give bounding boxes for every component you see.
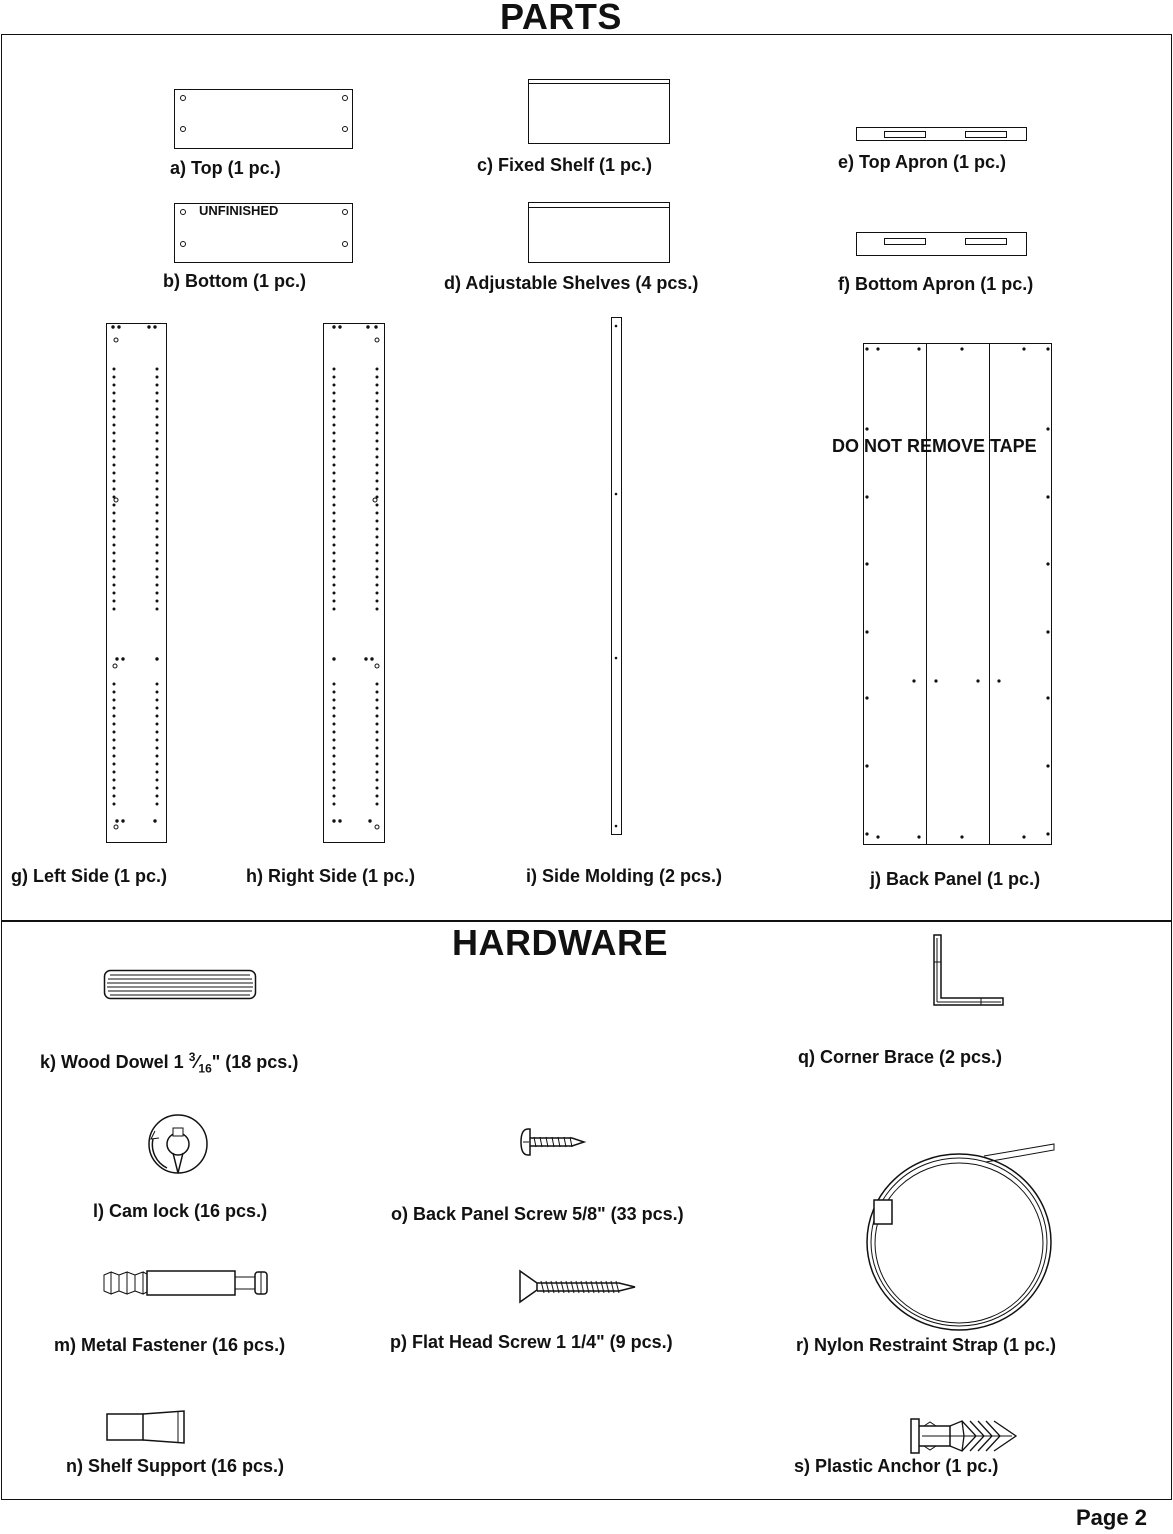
hole-dot	[376, 795, 378, 797]
hole-dot	[113, 480, 115, 482]
hole-dot	[156, 787, 158, 789]
hole-dot	[113, 552, 115, 554]
hole-dot	[154, 326, 156, 328]
hole-dot	[156, 544, 158, 546]
hole-dot	[376, 376, 378, 378]
hole-dot	[113, 544, 115, 546]
hole-dot	[113, 448, 115, 450]
hole-dot	[333, 576, 335, 578]
hole-dot	[333, 368, 335, 370]
hole-dot	[113, 568, 115, 570]
hole-dot	[935, 680, 937, 682]
fixed-shelf-label: c) Fixed Shelf (1 pc.)	[477, 155, 653, 175]
right-side-drawing	[323, 323, 385, 843]
hole-dot	[376, 408, 378, 410]
hole-dot	[866, 428, 868, 430]
hole-dot	[376, 416, 378, 418]
back-panel-drawing	[832, 343, 1052, 845]
hole-dot	[376, 600, 378, 602]
hole-dot	[156, 552, 158, 554]
hole-dot	[114, 825, 118, 829]
back-panel-screw-label: o) Back Panel Screw 5/8" (33 pcs.)	[391, 1204, 684, 1224]
hole-dot	[333, 592, 335, 594]
hole-dot	[116, 658, 118, 660]
hole-dot	[376, 592, 378, 594]
hole-dot	[112, 326, 114, 328]
hole-dot	[1047, 765, 1049, 767]
hole-dot	[1023, 348, 1025, 350]
hole-dot	[376, 456, 378, 458]
hole-dot	[376, 480, 378, 482]
hole-dot	[375, 825, 379, 829]
hole-dot	[113, 496, 115, 498]
hole-dot	[113, 488, 115, 490]
wood-dowel-label-text: k) Wood Dowel 1	[40, 1052, 189, 1072]
hole-dot	[113, 424, 115, 426]
hole-dot	[333, 699, 335, 701]
hole-dot	[114, 338, 118, 342]
hole-dot	[376, 803, 378, 805]
hole-dot	[333, 384, 335, 386]
hole-dot	[376, 464, 378, 466]
hole-dot	[333, 520, 335, 522]
hole-dot	[333, 787, 335, 789]
hole-dot	[333, 707, 335, 709]
hole-dot	[156, 723, 158, 725]
hole-dot	[156, 392, 158, 394]
hole-dot	[376, 691, 378, 693]
hole-dot	[113, 691, 115, 693]
hole-dot	[333, 326, 335, 328]
bottom-label: b) Bottom (1 pc.)	[163, 271, 306, 291]
corner-brace-label: q) Corner Brace (2 pcs.)	[798, 1047, 1003, 1067]
hole-dot	[333, 608, 335, 610]
hole-dot	[333, 715, 335, 717]
side-molding-label: i) Side Molding (2 pcs.)	[526, 866, 723, 886]
hole-dot	[333, 552, 335, 554]
hole-dot	[877, 348, 879, 350]
hole-dot	[376, 739, 378, 741]
top-label: a) Top (1 pc.)	[170, 158, 281, 178]
hole-dot	[113, 528, 115, 530]
hole-dot	[333, 755, 335, 757]
hole-dot	[376, 763, 378, 765]
bottom-apron-drawing	[856, 232, 1027, 256]
hole-dot	[333, 488, 335, 490]
hole-dot	[376, 715, 378, 717]
plastic-anchor-drawing	[910, 1418, 1020, 1456]
hole-dot	[333, 683, 335, 685]
hole-dot	[333, 795, 335, 797]
hole-dot	[918, 348, 920, 350]
hole-dot	[156, 600, 158, 602]
hole-dot	[122, 820, 124, 822]
hole-dot	[376, 472, 378, 474]
hole-dot	[113, 576, 115, 578]
fraction-numerator: 3	[188, 1050, 196, 1064]
hole-dot	[113, 715, 115, 717]
hole-dot	[998, 680, 1000, 682]
corner-brace-drawing	[933, 934, 1005, 1006]
hole-dot	[113, 408, 115, 410]
hole-dot	[376, 560, 378, 562]
hole-dot	[333, 739, 335, 741]
hole-dot	[1047, 563, 1049, 565]
hole-dot	[333, 731, 335, 733]
hole-dot	[333, 400, 335, 402]
hole-dot	[156, 779, 158, 781]
hole-dot	[156, 584, 158, 586]
page-number: Page 2	[1076, 1505, 1147, 1530]
hole-dot	[961, 348, 963, 350]
hole-dot	[376, 528, 378, 530]
hole-dot	[333, 691, 335, 693]
hole-dot	[877, 836, 879, 838]
nylon-strap-drawing	[864, 1140, 1064, 1340]
hole-dot	[913, 680, 915, 682]
hole-dot	[376, 368, 378, 370]
hole-dot	[156, 432, 158, 434]
hole-dot	[333, 448, 335, 450]
hole-dot	[376, 707, 378, 709]
hole-dot	[113, 731, 115, 733]
plastic-anchor-label: s) Plastic Anchor (1 pc.)	[794, 1456, 999, 1476]
hole-dot	[113, 392, 115, 394]
hole-dot	[333, 779, 335, 781]
metal-fastener-drawing	[103, 1268, 269, 1298]
hole-dot	[156, 568, 158, 570]
tape-warning-note: DO NOT REMOVE TAPE	[832, 436, 1037, 456]
parts-heading: PARTS	[500, 0, 622, 37]
hole-dot	[113, 779, 115, 781]
hole-dot	[977, 680, 979, 682]
hole-dot	[333, 424, 335, 426]
hole-dot	[376, 488, 378, 490]
hole-dot	[866, 833, 868, 835]
hole-dot	[113, 683, 115, 685]
hole-dot	[866, 697, 868, 699]
hole-dot	[113, 456, 115, 458]
hole-dot	[365, 658, 367, 660]
hole-dot	[156, 416, 158, 418]
hole-dot	[1047, 496, 1049, 498]
hole-dot	[156, 384, 158, 386]
hole-dot	[333, 747, 335, 749]
hole-dot	[376, 512, 378, 514]
hole-dot	[156, 560, 158, 562]
hole-dot	[371, 658, 373, 660]
hole-dot	[156, 658, 158, 660]
hole-dot	[156, 448, 158, 450]
hole-dot	[1047, 833, 1049, 835]
hole-dot	[113, 608, 115, 610]
hole-dot	[113, 803, 115, 805]
hole-dot	[113, 584, 115, 586]
hole-dot	[866, 765, 868, 767]
hole-dot	[333, 536, 335, 538]
hole-dot	[918, 836, 920, 838]
hole-dot	[113, 432, 115, 434]
hole-dot	[333, 600, 335, 602]
hole-dot	[156, 576, 158, 578]
hole-dot	[113, 536, 115, 538]
hole-dot	[866, 496, 868, 498]
metal-fastener-label: m) Metal Fastener (16 pcs.)	[54, 1335, 286, 1355]
hole-dot	[113, 560, 115, 562]
hole-dot	[113, 795, 115, 797]
wood-dowel-drawing	[104, 970, 256, 1000]
left-side-label: g) Left Side (1 pc.)	[11, 866, 168, 886]
hole-dot	[156, 731, 158, 733]
hole-dot	[376, 723, 378, 725]
hole-dot	[333, 376, 335, 378]
hole-dot	[333, 658, 335, 660]
hole-dot	[113, 400, 115, 402]
hole-dot	[113, 416, 115, 418]
hole-dot	[156, 699, 158, 701]
hole-dot	[376, 787, 378, 789]
hole-dot	[1047, 428, 1049, 430]
hole-dot	[376, 536, 378, 538]
unfinished-stamp: UNFINISHED	[199, 203, 279, 218]
hole-dot	[333, 416, 335, 418]
wood-dowel-label: k) Wood Dowel 1 $^3⁄_{16}$" (18 pcs.)	[40, 1050, 299, 1076]
hole-dot	[156, 496, 158, 498]
hole-dot	[156, 376, 158, 378]
hole-dot	[333, 440, 335, 442]
hole-dot	[113, 512, 115, 514]
hole-dot	[156, 520, 158, 522]
hole-dot	[113, 755, 115, 757]
hole-dot	[333, 584, 335, 586]
hole-dot	[156, 528, 158, 530]
hole-dot	[113, 763, 115, 765]
hole-dot	[333, 771, 335, 773]
hole-dot	[333, 528, 335, 530]
top-apron-label: e) Top Apron (1 pc.)	[838, 152, 1006, 172]
hole-dot	[376, 731, 378, 733]
shelf-support-drawing	[106, 1410, 188, 1444]
hole-dot	[113, 592, 115, 594]
hole-dot	[376, 384, 378, 386]
hole-dot	[333, 480, 335, 482]
back-panel-screw-drawing	[520, 1128, 586, 1158]
hole-dot	[333, 763, 335, 765]
hole-dot	[333, 496, 335, 498]
hole-dot	[333, 456, 335, 458]
wood-dowel-label-qty: " (18 pcs.)	[211, 1052, 299, 1072]
hole-dot	[375, 326, 377, 328]
adjustable-shelves-label: d) Adjustable Shelves (4 pcs.)	[444, 273, 699, 293]
hole-dot	[156, 456, 158, 458]
hole-dot	[961, 836, 963, 838]
bottom-apron-label: f) Bottom Apron (1 pc.)	[838, 274, 1034, 294]
side-molding-drawing	[611, 317, 622, 835]
hardware-heading: HARDWARE	[452, 922, 668, 963]
hole-dot	[1047, 348, 1049, 350]
flat-head-screw-drawing	[519, 1270, 639, 1304]
hole-dot	[376, 504, 378, 506]
hole-dot	[376, 440, 378, 442]
hole-dot	[376, 699, 378, 701]
hole-dot	[156, 512, 158, 514]
hole-dot	[339, 326, 341, 328]
hole-dot	[113, 376, 115, 378]
adjustable-shelf-drawing	[528, 202, 670, 263]
hole-dot	[333, 820, 335, 822]
hole-dot	[376, 608, 378, 610]
nylon-strap-label: r) Nylon Restraint Strap (1 pc.)	[796, 1335, 1057, 1355]
hole-dot	[376, 400, 378, 402]
hole-dot	[156, 803, 158, 805]
fraction-denominator: 16	[198, 1061, 212, 1076]
hole-dot	[156, 683, 158, 685]
hole-dot	[376, 747, 378, 749]
hole-dot	[1023, 836, 1025, 838]
hole-dot	[113, 771, 115, 773]
hole-dot	[113, 368, 115, 370]
hole-dot	[113, 699, 115, 701]
hole-dot	[156, 592, 158, 594]
hole-dot	[118, 326, 120, 328]
hole-dot	[333, 392, 335, 394]
hole-dot	[156, 368, 158, 370]
cam-lock-label: l) Cam lock (16 pcs.)	[93, 1201, 268, 1221]
hole-dot	[333, 504, 335, 506]
top-apron-drawing	[856, 127, 1027, 141]
cam-lock-drawing	[147, 1113, 209, 1175]
hole-dot	[1047, 697, 1049, 699]
hole-dot	[333, 432, 335, 434]
hole-dot	[376, 520, 378, 522]
hole-dot	[866, 563, 868, 565]
hole-dot	[333, 472, 335, 474]
hole-dot	[122, 658, 124, 660]
bottom-panel-drawing	[174, 203, 353, 263]
hole-dot	[113, 520, 115, 522]
hole-dot	[375, 338, 379, 342]
hole-dot	[113, 739, 115, 741]
left-side-drawing	[106, 323, 167, 843]
hole-dot	[376, 568, 378, 570]
hole-dot	[376, 392, 378, 394]
hole-dot	[156, 400, 158, 402]
hole-dot	[156, 707, 158, 709]
hole-dot	[156, 480, 158, 482]
hole-dot	[333, 560, 335, 562]
hole-dot	[116, 820, 118, 822]
hole-dot	[156, 771, 158, 773]
hole-dot	[113, 504, 115, 506]
hole-dot	[113, 787, 115, 789]
hole-dot	[376, 424, 378, 426]
hole-dot	[376, 432, 378, 434]
hole-dot	[113, 464, 115, 466]
hole-dot	[376, 576, 378, 578]
hole-dot	[154, 820, 156, 822]
hole-dot	[376, 448, 378, 450]
hole-dot	[156, 739, 158, 741]
fixed-shelf-drawing	[528, 79, 670, 144]
hole-dot	[113, 384, 115, 386]
hole-dot	[156, 747, 158, 749]
hole-dot	[113, 472, 115, 474]
hole-dot	[333, 544, 335, 546]
hole-dot	[156, 424, 158, 426]
hole-dot	[156, 472, 158, 474]
hole-dot	[156, 488, 158, 490]
hole-dot	[376, 544, 378, 546]
hole-dot	[866, 631, 868, 633]
hole-dot	[333, 568, 335, 570]
right-side-label: h) Right Side (1 pc.)	[246, 866, 415, 886]
hole-dot	[375, 664, 379, 668]
hole-dot	[156, 715, 158, 717]
hole-dot	[376, 584, 378, 586]
hole-dot	[156, 408, 158, 410]
hole-dot	[333, 723, 335, 725]
hole-dot	[376, 552, 378, 554]
hole-dot	[333, 803, 335, 805]
hole-dot	[156, 504, 158, 506]
hole-dot	[156, 755, 158, 757]
hole-dot	[333, 464, 335, 466]
hole-dot	[156, 440, 158, 442]
hole-dot	[333, 408, 335, 410]
hole-dot	[369, 820, 371, 822]
hole-dot	[866, 348, 868, 350]
flat-head-screw-label: p) Flat Head Screw 1 1/4" (9 pcs.)	[390, 1332, 673, 1352]
hole-dot	[376, 496, 378, 498]
hole-dot	[156, 464, 158, 466]
hole-dot	[113, 440, 115, 442]
hole-dot	[367, 326, 369, 328]
hole-dot	[113, 707, 115, 709]
hole-dot	[156, 763, 158, 765]
hole-dot	[376, 755, 378, 757]
hole-dot	[156, 608, 158, 610]
shelf-support-label: n) Shelf Support (16 pcs.)	[66, 1456, 285, 1476]
hole-dot	[376, 771, 378, 773]
hole-dot	[114, 498, 118, 502]
hole-dot	[113, 747, 115, 749]
hole-dot	[1047, 631, 1049, 633]
hole-dot	[156, 691, 158, 693]
hole-dot	[113, 600, 115, 602]
top-panel-drawing	[174, 89, 353, 149]
hole-dot	[373, 498, 377, 502]
hole-dot	[333, 512, 335, 514]
hole-dot	[339, 820, 341, 822]
hole-dot	[376, 683, 378, 685]
back-panel-label: j) Back Panel (1 pc.)	[870, 869, 1041, 889]
hole-dot	[113, 664, 117, 668]
hole-dot	[156, 536, 158, 538]
hole-dot	[376, 779, 378, 781]
hole-dot	[148, 326, 150, 328]
hole-dot	[156, 795, 158, 797]
hole-dot	[113, 723, 115, 725]
